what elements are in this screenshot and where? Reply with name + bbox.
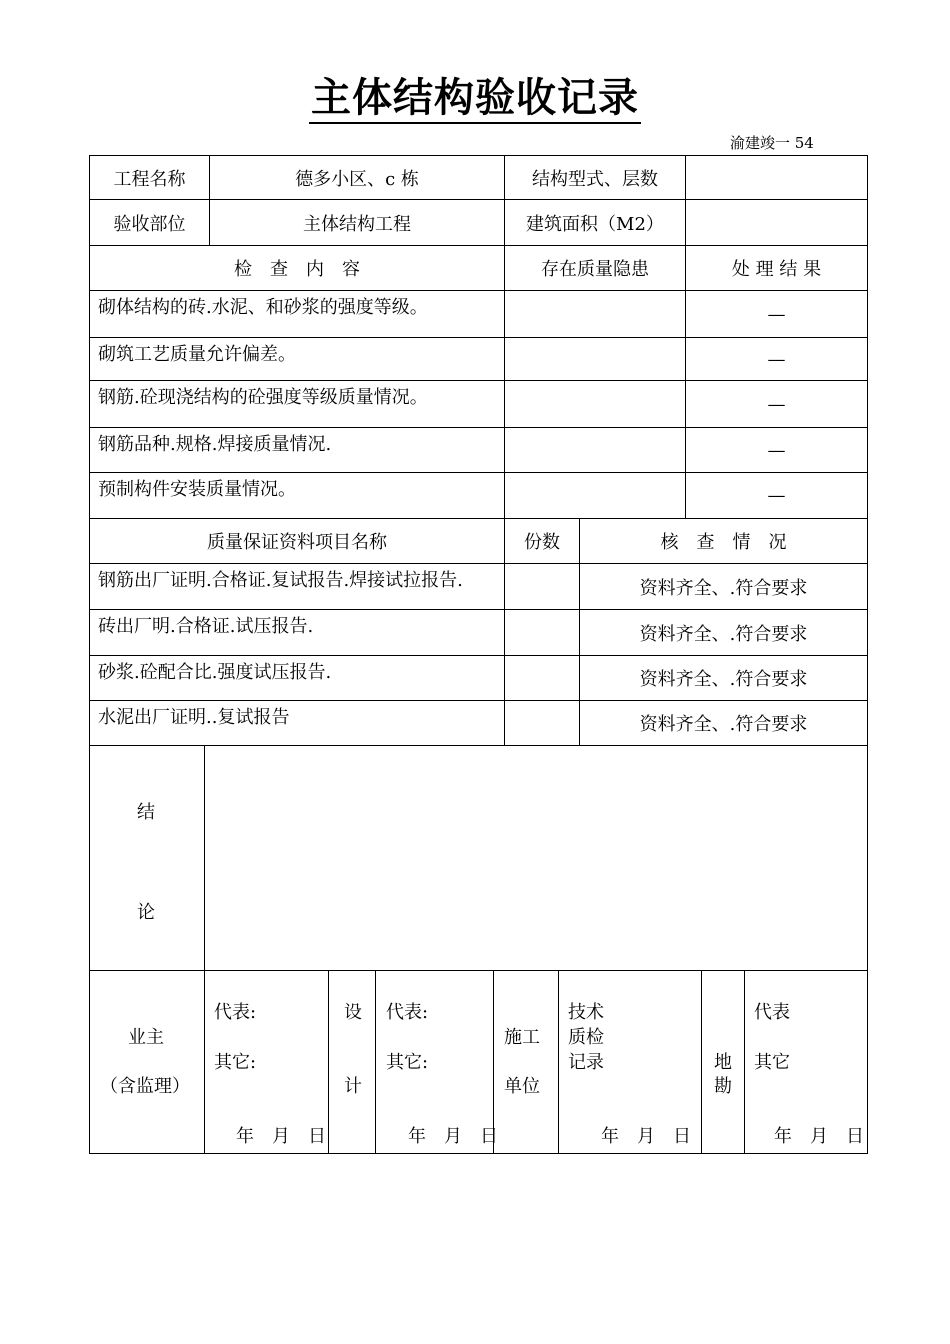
inspection-content-header: 检 查 内 容 [89, 245, 505, 291]
owner-signature-cell [204, 970, 329, 1154]
survey-label-1: 地 [714, 1052, 732, 1073]
survey-label-2: 勘 [714, 1076, 732, 1097]
design-rep-label: 代表: [386, 1002, 429, 1023]
conclusion-label-2: 论 [137, 902, 155, 923]
owner-other-label: 其它: [214, 1052, 257, 1073]
doc-row-3-copies [504, 655, 580, 701]
doc-row-1-copies [504, 563, 580, 610]
construction-label-1: 施工 [504, 1027, 540, 1048]
design-cell [328, 970, 376, 1154]
doc-row-4-copies [504, 700, 580, 746]
conclusion-label-1: 结 [137, 802, 155, 823]
construction-cell [493, 970, 559, 1154]
project-name-label: 工程名称 [89, 155, 210, 200]
tech-label-3: 记录 [568, 1052, 604, 1073]
doc-row-1-name: 钢筋出厂证明.合格证.复试报告.焊接试拉报告. [89, 563, 505, 610]
building-area-value [685, 199, 868, 246]
design-label-1: 设 [344, 1002, 362, 1023]
acceptance-part-label: 验收部位 [89, 199, 210, 246]
acceptance-part-value: 主体结构工程 [209, 199, 505, 246]
document-number: 渝建竣一 54 [730, 134, 814, 152]
quality-docs-name-header: 质量保证资料项目名称 [89, 518, 505, 564]
survey-date: 年 月 日 [774, 1126, 864, 1147]
inspection-row-3-content: 钢筋.砼现浇结构的砼强度等级质量情况。 [89, 380, 505, 428]
inspection-row-1-hazard [504, 290, 686, 338]
doc-row-2-check: 资料齐全、.符合要求 [579, 609, 868, 656]
owner-date: 年 月 日 [236, 1126, 326, 1147]
tech-label-1: 技术 [568, 1002, 604, 1023]
design-date: 年 月 日 [408, 1126, 498, 1147]
page-title: 主体结构验收记录 [0, 66, 950, 123]
check-status-header: 核 查 情 况 [579, 518, 868, 564]
inspection-row-3-hazard [504, 380, 686, 428]
doc-row-4-name: 水泥出厂证明..复试报告 [89, 700, 505, 746]
doc-row-2-name: 砖出厂明.合格证.试压报告. [89, 609, 505, 656]
inspection-row-4-content: 钢筋品种.规格.焊接质量情况. [89, 427, 505, 473]
doc-row-3-check: 资料齐全、.符合要求 [579, 655, 868, 701]
inspection-row-2-content: 砌筑工艺质量允许偏差。 [89, 337, 505, 381]
inspection-row-5-result: — [685, 472, 868, 519]
doc-row-4-check: 资料齐全、.符合要求 [579, 700, 868, 746]
owner-label: 业主 [128, 1027, 164, 1048]
survey-signature-cell [744, 970, 868, 1154]
construction-signature-cell [558, 970, 702, 1154]
inspection-row-1-result: — [685, 290, 868, 338]
inspection-row-5-content: 预制构件安装质量情况。 [89, 472, 505, 519]
inspection-row-3-result: — [685, 380, 868, 428]
owner-cell [89, 970, 205, 1154]
survey-rep-label: 代表 [754, 1002, 790, 1023]
quality-hazard-header: 存在质量隐患 [504, 245, 686, 291]
inspection-row-5-hazard [504, 472, 686, 519]
survey-other-label: 其它 [754, 1052, 790, 1073]
conclusion-text [204, 745, 868, 971]
survey-cell [701, 970, 745, 1154]
inspection-row-1-content: 砌体结构的砖.水泥、和砂浆的强度等级。 [89, 290, 505, 338]
owner-rep-label: 代表: [214, 1002, 257, 1023]
construction-date: 年 月 日 [601, 1126, 691, 1147]
tech-label-2: 质检 [568, 1027, 604, 1048]
doc-row-1-check: 资料齐全、.符合要求 [579, 563, 868, 610]
copies-header: 份数 [504, 518, 580, 564]
conclusion-label-cell [89, 745, 205, 971]
project-name-value: 德多小区、c 栋 [209, 155, 505, 200]
design-label-2: 计 [344, 1076, 362, 1097]
handling-result-header: 处 理 结 果 [685, 245, 868, 291]
doc-row-2-copies [504, 609, 580, 656]
building-area-label: 建筑面积（M2） [504, 199, 686, 246]
structure-type-label: 结构型式、层数 [504, 155, 686, 200]
inspection-row-4-result: — [685, 427, 868, 473]
doc-row-3-name: 砂浆.砼配合比.强度试压报告. [89, 655, 505, 701]
inspection-row-2-hazard [504, 337, 686, 381]
inspection-row-4-hazard [504, 427, 686, 473]
construction-label-2: 单位 [504, 1076, 540, 1097]
structure-type-value [685, 155, 868, 200]
design-other-label: 其它: [386, 1052, 429, 1073]
design-signature-cell [375, 970, 498, 1154]
owner-sub-label: （含监理） [100, 1076, 190, 1097]
inspection-row-2-result: — [685, 337, 868, 381]
